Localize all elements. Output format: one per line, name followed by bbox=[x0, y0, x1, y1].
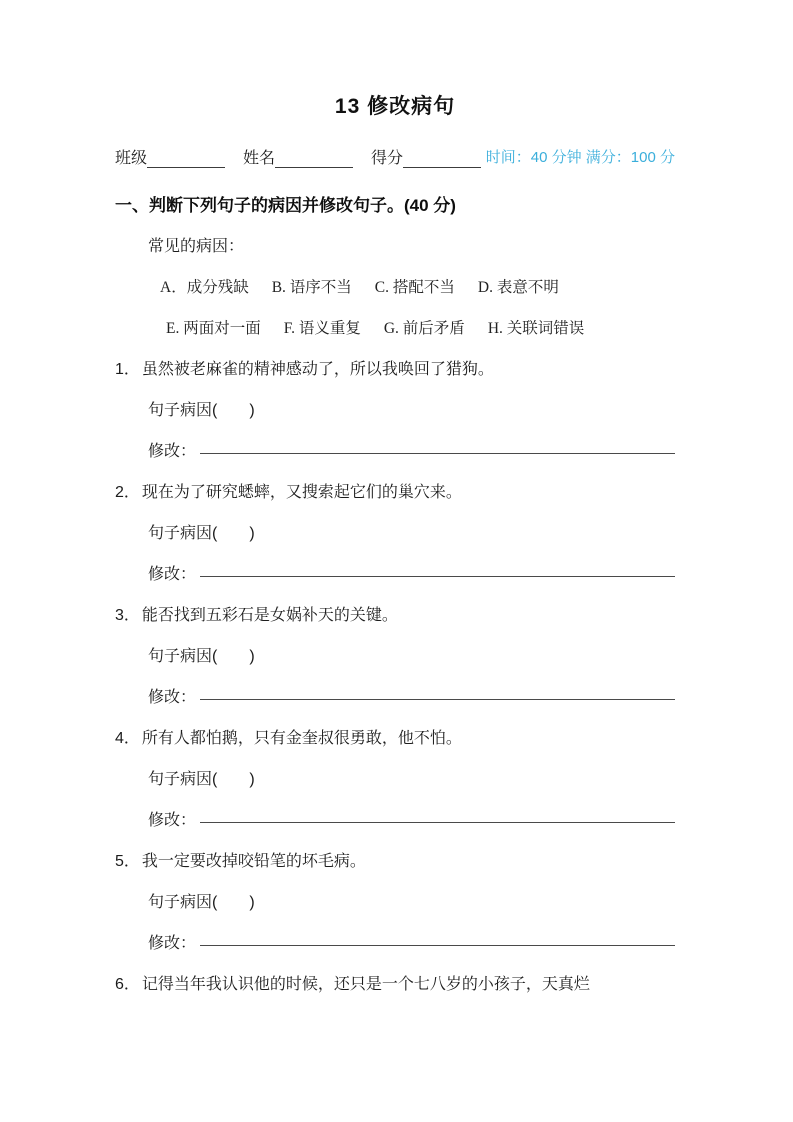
cause-option-c: C. 搭配不当 bbox=[374, 278, 455, 296]
item-number: 3． bbox=[115, 607, 140, 624]
fix-blank-line bbox=[200, 437, 675, 454]
fix-answer-line bbox=[115, 798, 675, 839]
name-field bbox=[243, 145, 353, 168]
fix-blank-line bbox=[200, 560, 675, 577]
cause-answer-line: 句子病因( ) bbox=[148, 525, 255, 542]
cause-option-h: H. 关联词错误 bbox=[487, 319, 585, 337]
item-sentence-text: 能否找到五彩石是女娲补天的关键。 bbox=[141, 607, 398, 624]
cause-answer-line: 句子病因( ) bbox=[148, 648, 255, 665]
item-sentence bbox=[115, 839, 675, 880]
cause-option-b: B. 语序不当 bbox=[271, 278, 352, 296]
exercise-item-2 bbox=[115, 470, 675, 593]
cause-option-d: D. 表意不明 bbox=[477, 278, 559, 296]
fix-answer-line bbox=[115, 429, 675, 470]
item-sentence-text: 记得当年我认识他的时候，还只是一个七八岁的小孩子，天真烂 bbox=[141, 976, 590, 993]
fix-label: 修改： bbox=[148, 566, 197, 583]
item-number: 6． bbox=[115, 976, 140, 993]
name-label: 姓名 bbox=[243, 150, 276, 167]
fix-answer-line bbox=[115, 921, 675, 962]
exercise-item-5 bbox=[115, 839, 675, 962]
cause-answer-line: 句子病因( ) bbox=[148, 894, 255, 911]
cause-option-a: A．成分残缺 bbox=[160, 278, 249, 296]
fix-blank-line bbox=[200, 683, 675, 700]
item-sentence bbox=[115, 962, 675, 1003]
causes-row-efgh bbox=[115, 306, 675, 347]
item-sentence bbox=[115, 593, 675, 634]
exercise-item-6 bbox=[115, 962, 675, 1003]
exercise-item-4 bbox=[115, 716, 675, 839]
fix-blank-line bbox=[200, 929, 675, 946]
item-number: 4． bbox=[115, 730, 140, 747]
section-one-heading: 一、判断下列句子的病因并修改句子。(40 分) bbox=[115, 196, 456, 215]
fix-answer-line bbox=[115, 552, 675, 593]
page-title: 13 修改病句 bbox=[334, 95, 456, 118]
item-sentence bbox=[115, 347, 675, 388]
score-label: 得分 bbox=[371, 150, 404, 167]
class-field bbox=[115, 145, 225, 168]
item-sentence-text: 所有人都怕鹅，只有金奎叔很勇敢，他不怕。 bbox=[141, 730, 462, 747]
causes-title: 常见的病因： bbox=[148, 238, 245, 255]
exam-time-info: 时间：40 分钟 满分：100 分 bbox=[485, 149, 675, 166]
cause-answer-line: 句子病因( ) bbox=[148, 771, 255, 788]
class-blank-line bbox=[147, 151, 225, 168]
item-sentence-text: 虽然被老麻雀的精神感动了，所以我唤回了猎狗。 bbox=[141, 361, 494, 378]
cause-option-g: G. 前后矛盾 bbox=[383, 319, 465, 337]
cause-option-e: E. 两面对一面 bbox=[166, 319, 261, 337]
fix-label: 修改： bbox=[148, 689, 197, 706]
header-row bbox=[115, 136, 675, 177]
worksheet-body bbox=[115, 0, 675, 1003]
student-info-blanks bbox=[115, 145, 481, 168]
item-number: 1． bbox=[115, 361, 140, 378]
exercise-item-3 bbox=[115, 593, 675, 716]
score-blank-line bbox=[403, 151, 481, 168]
fix-blank-line bbox=[200, 806, 675, 823]
item-sentence bbox=[115, 716, 675, 757]
fix-label: 修改： bbox=[148, 935, 197, 952]
fix-answer-line bbox=[115, 675, 675, 716]
fix-label: 修改： bbox=[148, 812, 197, 829]
item-sentence bbox=[115, 470, 675, 511]
fix-label: 修改： bbox=[148, 443, 197, 460]
cause-option-f: F. 语义重复 bbox=[283, 319, 361, 337]
name-blank-line bbox=[275, 151, 353, 168]
cause-answer-line: 句子病因( ) bbox=[148, 402, 255, 419]
causes-row-abcd bbox=[115, 265, 675, 306]
item-sentence-text: 现在为了研究蟋蟀，又搜索起它们的巢穴来。 bbox=[141, 484, 462, 501]
class-label: 班级 bbox=[115, 150, 148, 167]
score-field bbox=[371, 145, 481, 168]
item-number: 5． bbox=[115, 853, 140, 870]
item-sentence-text: 我一定要改掉咬铅笔的坏毛病。 bbox=[141, 853, 366, 870]
exercise-item-1 bbox=[115, 347, 675, 470]
item-number: 2． bbox=[115, 484, 140, 501]
